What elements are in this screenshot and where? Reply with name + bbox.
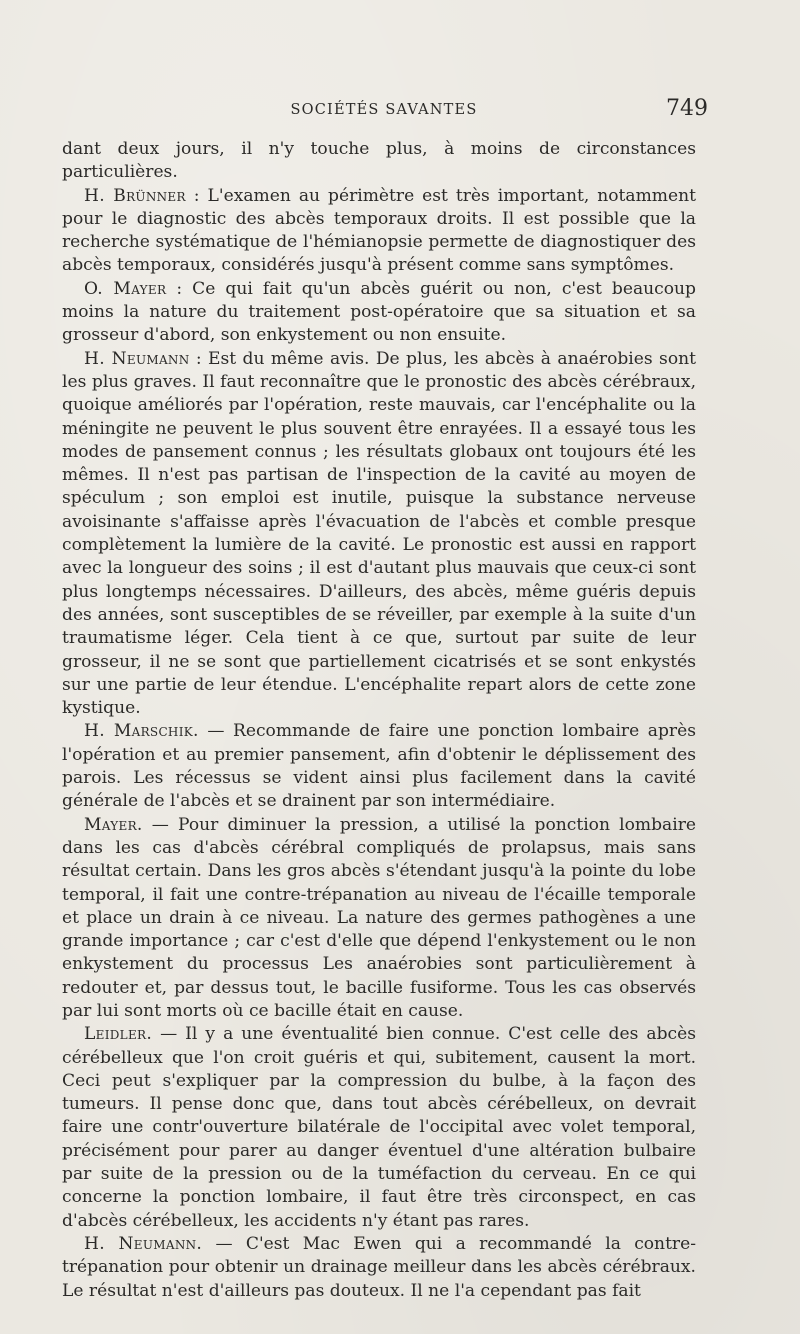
running-head — [60, 96, 708, 124]
speaker-name: H. Marschik. — [84, 721, 199, 742]
speaker-name: H. Neumann. — [84, 1233, 203, 1254]
speaker-name: H. Neumann — [84, 348, 190, 369]
paragraph-mayer-1 — [62, 278, 696, 348]
paragraph-text: dant deux jours, il n'y touche plus, à moins de circonstances particulières. — [62, 139, 696, 183]
speaker-name: Mayer. — [84, 814, 143, 835]
paragraph-neumann-2 — [62, 1233, 696, 1303]
paragraph-text: — Il y a une éventualité bien connue. C'est celle des abcès cérébelleux que l'on croit guéris et qui, subitement, causent la mort. Ceci peut s'expliquer par la compression du bulbe, à la façon des tumeurs. Il pense donc que, dans tout abcès cérébelleux, on devrait faire une contr'ouverture bilatérale de l'occipital avec volet temporal, précisément pour parer au danger éventuel d'une altération bulbaire par suite de la pression ou de la tuméfaction du cerveau. En ce qui concerne la ponction lombaire, il faut être très circonspect, en cas d'abcès cérébelleux, les accidents n'y étant pas rares. — [62, 1024, 696, 1231]
running-title: SOCIÉTÉS SAVANTES — [290, 102, 478, 118]
paragraph-brunner — [62, 185, 696, 278]
paragraph-continuation — [62, 138, 696, 185]
paragraph-leidler — [62, 1023, 696, 1233]
paragraph-text: : L'examen au périmètre est très important, notamment pour le diagnostic des abcès temporaux droits. Il est possible que la recherche systématique de l'hémianopsie permette de diagnostiquer des abcès temporaux, considérés jusqu'à présent comme sans symptômes. — [62, 185, 696, 276]
speaker-name: O. Mayer — [84, 278, 167, 299]
speaker-name: Leidler. — [84, 1024, 153, 1045]
paragraph-neumann-1 — [62, 348, 696, 721]
paragraph-mayer-2 — [62, 814, 696, 1024]
body-text — [62, 138, 696, 1303]
paragraph-marschik — [62, 720, 696, 813]
paragraph-text: — Recommande de faire une ponction lombaire après l'opération et au premier pansement, afin d'obtenir le déplissement des parois. Les récessus se vident ainsi plus facilement dans la cavité générale de l'abcès et se drainent par son intermédiaire. — [62, 721, 696, 812]
paragraph-text: : Ce qui fait qu'un abcès guérit ou non, c'est beaucoup moins la nature du traitement post-opératoire que sa situation et sa grosseur d'abord, son enkystement ou non ensuite. — [62, 278, 696, 346]
paragraph-text: — Pour diminuer la pression, a utilisé la ponction lombaire dans les cas d'abcès cérébral compliqués de prolapsus, mais sans résultat certain. Dans les gros abcès s'étendant jusqu'à la pointe du lobe temporal, il fait une contre-trépanation au niveau de l'écaille temporale et place un drain à ce niveau. La nature des germes pathogènes a une grande importance ; car c'est d'elle que dépend l'enkystement ou le non enkystement du processus Les anaérobies sont particulièrement à redouter et, par dessus tout, le bacille fusiforme. Tous les cas observés par lui sont morts où ce bacille était en cause. — [62, 814, 696, 1021]
speaker-name: H. Brünner — [84, 185, 186, 206]
paragraph-text: — C'est Mac Ewen qui a recommandé la contre-trépanation pour obtenir un drainage meilleur dans les abcès cérébraux. Le résultat n'est d'ailleurs pas douteux. Il ne l'a cependant pas fait — [62, 1233, 696, 1301]
page-number: 749 — [666, 96, 708, 121]
paragraph-text: : Est du même avis. De plus, les abcès à anaérobies sont les plus graves. Il faut reconnaître que le pronostic des abcès cérébraux, quoique améliorés par l'opération, reste mauvais, car l'encéphalite ou la méningite ne peuvent le plus souvent être enrayées. Il a essayé tous les modes de pansement connus ; les résultats globaux ont toujours été les mêmes. Il n'est pas partisan de l'inspection de la cavité au moyen de spéculum ; son emploi est inutile, puisque la substance nerveuse avoisinante s'affaisse après l'évacuation de l'abcès et comble presque complètement la lumière de la cavité. Le pronostic est aussi en rapport avec la longueur des soins ; il est d'autant plus mauvais que ceux-ci sont plus longtemps nécessaires. D'ailleurs, des abcès, même guéris depuis des années, sont susceptibles de se réveiller, par exemple à la suite d'un traumatisme léger. Cela tient à ce que, surtout par suite de leur grosseur, il ne se sont que partiellement cicatrisés et se sont enkystés sur une partie de leur étendue. L'encéphalite repart alors de cette zone kystique. — [62, 348, 696, 719]
